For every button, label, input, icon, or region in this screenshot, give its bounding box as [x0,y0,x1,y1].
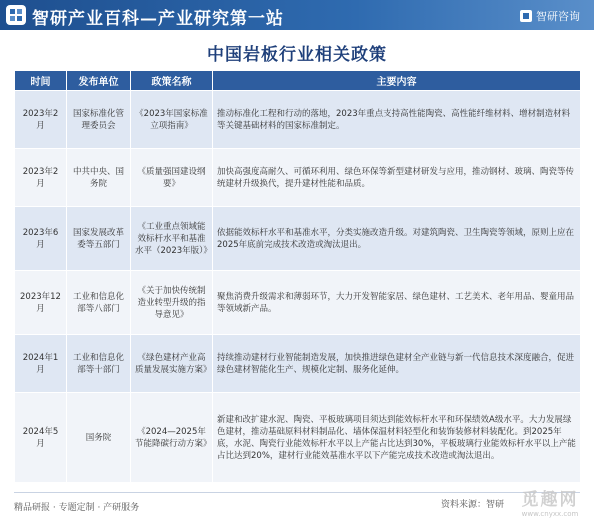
footer-source: 资料来源：智研 [440,500,504,510]
brand-label [520,8,580,24]
watermark-text: 觅趣网 [521,489,579,510]
table-row [15,207,581,271]
brand-logo-icon [520,10,532,22]
footer-divider [14,492,580,493]
cell-issuer: 工业和信息化部等十部门 [67,335,131,393]
cell-content: 依据能效标杆水平和基准水平，分类实施改造升级。对建筑陶瓷、卫生陶瓷等领域，原则上应在2025年底前完成技术改造或淘汰退出。 [213,207,581,271]
cell-content: 加快高强度高耐久、可循环利用、绿色环保等新型建材研发与应用，推动钢材、玻璃、陶瓷等传统建材升级换代，提升建材性能和品质。 [213,149,581,207]
table-header-row [15,71,581,91]
site-logo-icon [6,5,26,25]
column-header-content: 主要内容 [213,71,581,91]
cell-policy-name: 《2023年国家标准立项指南》 [131,91,213,149]
column-header-time: 时间 [15,71,67,91]
cell-policy-name: 《2024—2025年节能降碳行动方案》 [131,393,213,483]
cell-policy-name: 《工业重点领域能效标杆水平和基准水平（2023年版）》 [131,207,213,271]
top-banner [0,0,594,30]
cell-policy-name: 《绿色建材产业高质量发展实施方案》 [131,335,213,393]
site-title: 智研产业百科—产业研究第一站 [32,9,284,29]
cell-time: 2023年6月 [15,207,67,271]
cell-time: 2023年12月 [15,271,67,335]
column-header-issuer: 发布单位 [67,71,131,91]
cell-time: 2024年1月 [15,335,67,393]
cell-policy-name: 《质量强国建设纲要》 [131,149,213,207]
table-row [15,91,581,149]
table-row [15,393,581,483]
cell-content: 推动标准化工程和行动的落地，2023年重点支持高性能陶瓷、高性能纤维材料、增材制造材料等关键基础材料的国家标准制定。 [213,91,581,149]
brand-name: 智研咨询 [536,10,580,23]
policy-table [14,70,581,483]
cell-content: 聚焦消费升级需求和薄弱环节，大力开发智能家居、绿色建材、工艺美术、老年用品、婴童用品等领域新产品。 [213,271,581,335]
document-title: 中国岩板行业相关政策 [207,45,387,65]
cell-time: 2023年2月 [15,91,67,149]
cell-time: 2024年5月 [15,393,67,483]
cell-policy-name: 《关于加快传统制造业转型升级的指导意见》 [131,271,213,335]
cell-content: 持续推动建材行业智能制造发展，加快推进绿色建材全产业链与新一代信息技术深度融合，促进绿色建材智能化生产、规模化定制、服务化延伸。 [213,335,581,393]
cell-content: 新建和改扩建水泥、陶瓷、平板玻璃项目须达到能效标杆水平和环保绩效A级水平。大力发展绿色建材，推动基础原料材料制品化、墙体保温材料轻型化和装饰装修材料装配化。到2025年底，水泥、陶瓷行业能效标杆水平以上产能占比达到30%，平板玻璃行业能效标杆水平以上产能占比达到20%，建材行业能效基准水平以下产能完成技术改造或淘汰退出。 [213,393,581,483]
column-header-policy-name: 政策名称 [131,71,213,91]
cell-issuer: 国家发展改革委等五部门 [67,207,131,271]
table-row [15,271,581,335]
cell-issuer: 国家标准化管理委员会 [67,91,131,149]
cell-issuer: 工业和信息化部等八部门 [67,271,131,335]
watermark-logo [510,483,590,519]
table-row [15,149,581,207]
table-row [15,335,581,393]
cell-issuer: 中共中央、国务院 [67,149,131,207]
cell-time: 2023年2月 [15,149,67,207]
footer-tagline: 精品研报 · 专题定制 · 产研服务 [14,503,140,513]
watermark-url: www.cnyxx.com [521,509,579,518]
cell-issuer: 国务院 [67,393,131,483]
